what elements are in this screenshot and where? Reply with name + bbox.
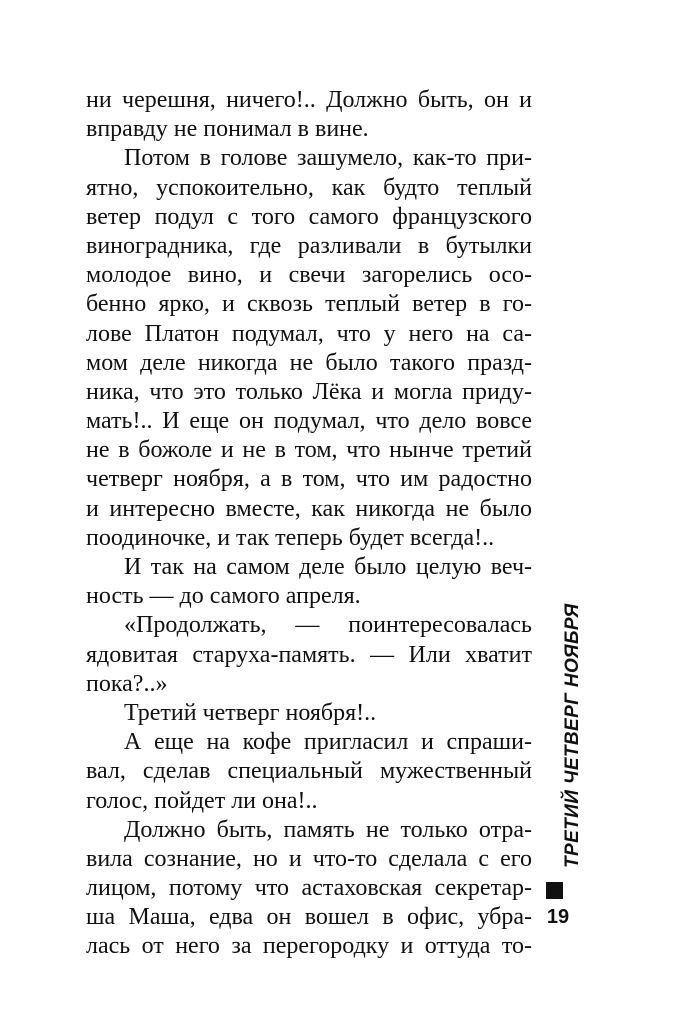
body-text xyxy=(86,86,532,962)
running-title: ТРЕТИЙ ЧЕТВЕРГ НОЯБРЯ xyxy=(562,603,583,868)
text-line: «Продолжать, — поинтересовалась xyxy=(124,612,532,639)
text-line: ни черешня, ничего!.. Должно быть, он и xyxy=(86,87,532,113)
text-line: и интересно вместе, как никогда не было xyxy=(86,495,532,522)
text-line: А еще на кофе пригласил и спраши- xyxy=(124,729,532,756)
text-line: мом деле никогда не было такого празд- xyxy=(86,349,532,376)
text-line: ша Маша, едва он вошел в офис, убра- xyxy=(86,904,532,931)
text-line: лове Платон подумал, что у него на са- xyxy=(86,320,532,347)
text-line: ятно, успокоительно, как будто теплый xyxy=(86,174,532,201)
text-line: вправду не понимал в вине. xyxy=(86,116,369,143)
text-line: не в божоле и не в том, что нынче третий xyxy=(86,437,532,464)
section-marker-square xyxy=(546,882,563,899)
text-line: виноградника, где разливали в бутылки xyxy=(86,232,532,259)
text-line: Потом в голове зашумело, как-то при- xyxy=(124,145,532,172)
text-line: мать!.. И еще он подумал, что дело вовсе xyxy=(86,408,532,435)
text-line: бенно ярко, и сквозь теплый ветер в го- xyxy=(86,291,532,318)
text-line: голос, пойдет ли она!.. xyxy=(86,787,318,814)
text-line: лицом, потому что астаховская секретар- xyxy=(86,875,532,902)
text-line: четверг ноября, а в том, что им радостно xyxy=(86,466,532,493)
text-line: молодое вино, и свечи загорелись осо- xyxy=(86,262,532,289)
text-line: поодиночке, и так теперь будет всегда!.. xyxy=(86,524,495,551)
text-line: вал, сделав специальный мужественный xyxy=(86,758,532,785)
text-line: ность — до самого апреля. xyxy=(86,583,361,610)
text-line: вила сознание, но и что-то сделала с его xyxy=(86,845,532,872)
text-line: Третий четверг ноября!.. xyxy=(124,699,377,726)
text-line: ника, что это только Лёка и могла приду- xyxy=(86,378,532,405)
text-line: ветер подул с того самого французского xyxy=(86,203,532,230)
text-line: И так на самом деле было целую веч- xyxy=(124,554,532,580)
text-line: Должно быть, память не только отра- xyxy=(124,816,532,843)
page-number: 19 xyxy=(546,906,570,928)
text-line: пока?..» xyxy=(86,670,168,697)
text-line: ядовитая старуха-память. — Или хватит xyxy=(86,641,532,668)
text-line: лась от него за перегородку и оттуда то- xyxy=(86,933,532,960)
